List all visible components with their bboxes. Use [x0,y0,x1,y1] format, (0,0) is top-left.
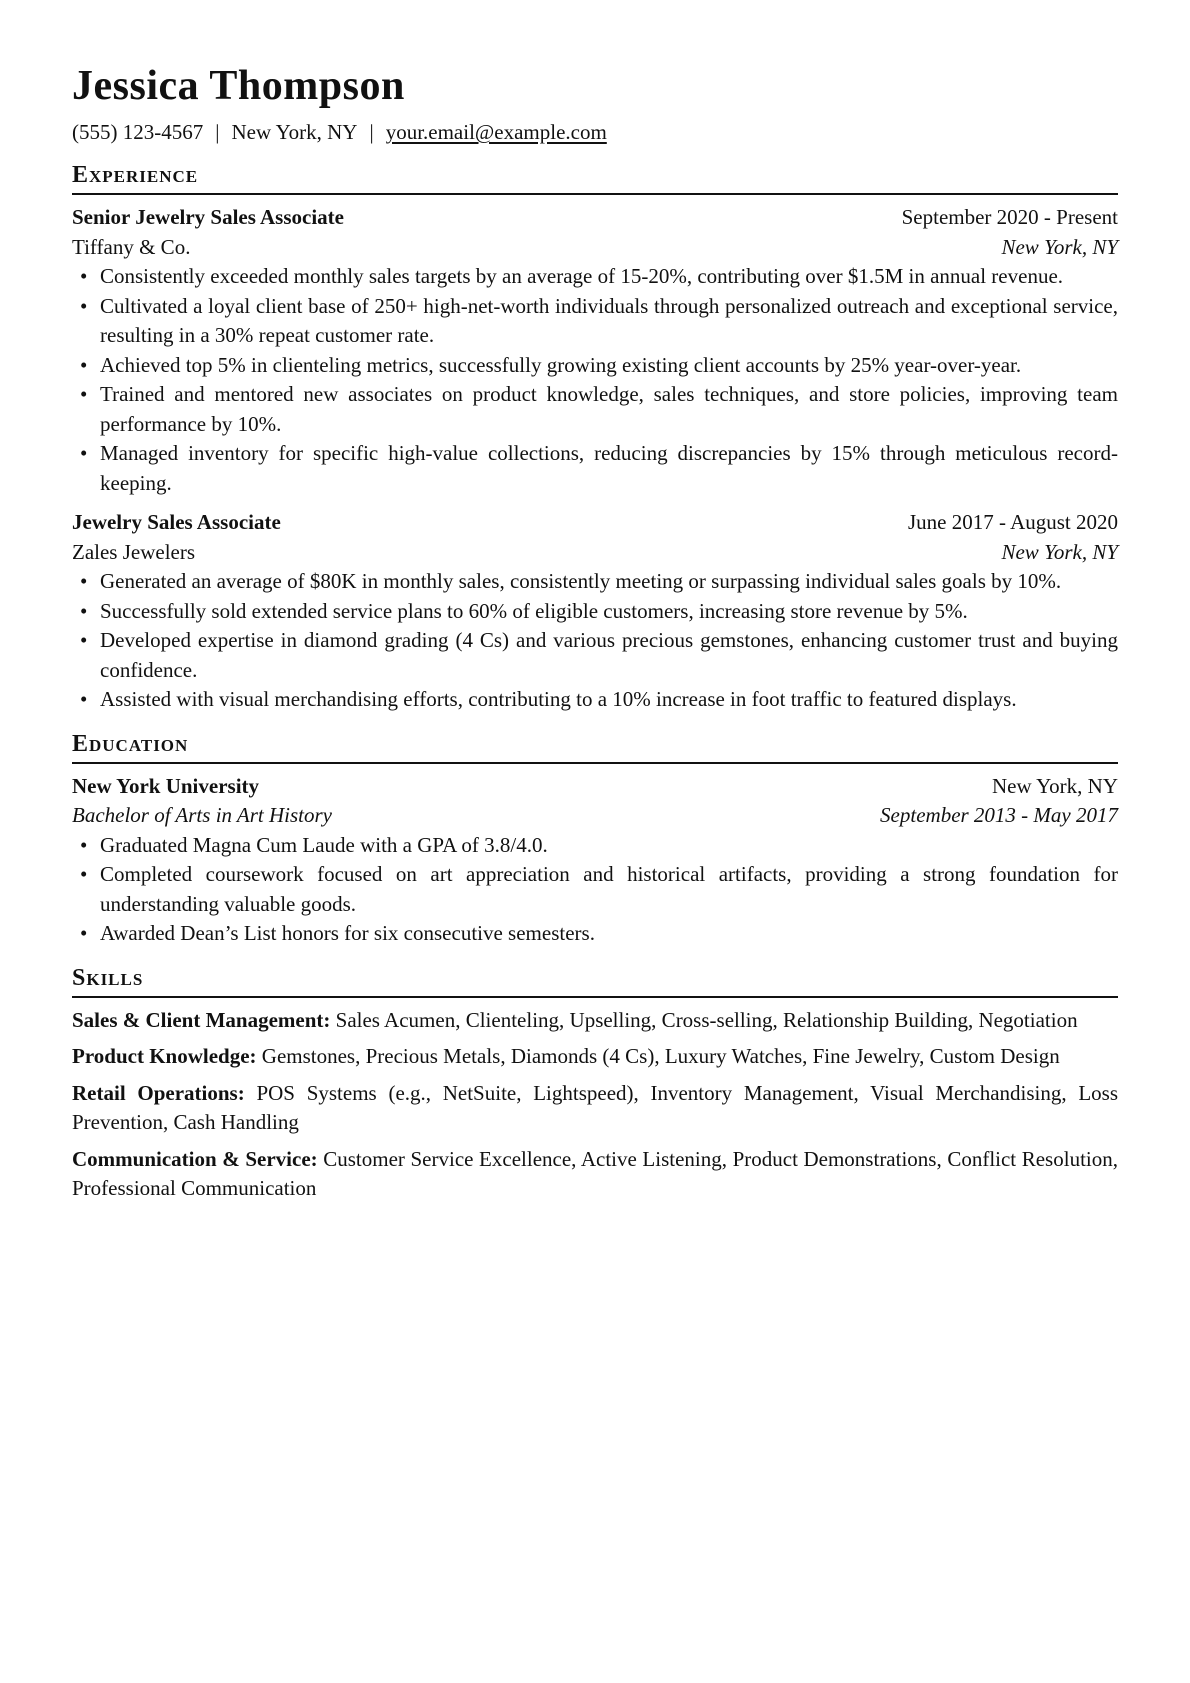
list-item: • Managed inventory for specific high-value collections, reducing discrepancies by 15% through meticulous record-keeping. [80,441,1118,495]
school-name: New York University [72,773,260,798]
job-bullets [72,567,1118,715]
company-name: Zales Jewelers [72,539,196,564]
location: New York, NY [231,120,358,144]
bullet-icon: • [80,628,88,652]
bullet-icon: • [80,264,88,288]
school-location: New York, NY [991,773,1118,798]
skill-category: Sales & Client Management: [72,1007,331,1032]
list-item: • Assisted with visual merchandising efforts, contributing to a 10% increase in foot traffic to featured displays. [72,685,1118,715]
bullet-icon: • [80,687,88,711]
list-item: • Awarded Dean’s List honors for six consecutive semesters. [72,919,1118,949]
job-title: Jewelry Sales Associate [72,510,281,534]
education-dates: September 2013 - May 2017 [880,803,1118,827]
bullet-icon: • [80,293,88,318]
skill-row [72,1079,1118,1138]
job-entry [72,203,1118,498]
bullet-icon: • [80,832,88,857]
bullet-icon: • [80,862,88,886]
list-item: • Graduated Magna Cum Laude with a GPA of 3.8/4.0. [72,831,1118,861]
list-item: • Successfully sold extended service plans to 60% of eligible customers, increasing store revenue by 5%. [72,597,1118,627]
skill-row [72,1042,1118,1072]
skill-category: Product Knowledge: [72,1044,257,1068]
education-bullets [72,831,1118,949]
section-title-experience: Experience [72,160,1118,195]
list-item: • Trained and mentored new associates on product knowledge, sales techniques, and store policies, improving team performance by 10%. [80,382,1118,436]
experience-section [72,160,1118,715]
bullet-icon: • [80,441,88,465]
separator: | [215,120,220,144]
bullet-icon: • [80,598,88,623]
job-title: Senior Jewelry Sales Associate [72,205,344,229]
list-item: • Generated an average of $80K in monthly sales, consistently meeting or surpassing individual sales goals by 10%. [72,567,1118,597]
bullet-icon: • [80,352,88,377]
list-item: • Developed expertise in diamond grading (4 Cs) and various precious gemstones, enhancing customer trust and buying confidence. [80,628,1118,682]
job-dates: September 2020 - Present [901,205,1118,229]
job-bullets [72,262,1118,498]
bullet-icon: • [80,382,88,406]
education-section [72,729,1118,949]
bullet-icon: • [80,921,88,945]
list-item: • Cultivated a loyal client base of 250+ high-net-worth individuals through personalized outreach and exceptional service, resulting in a 30% repeat customer rate. [80,293,1118,347]
skill-list: POS Systems (e.g., NetSuite, Lightspeed), Inventory Management, Visual Merchandising, Loss Prevention, Cash Handling [72,1080,1119,1134]
candidate-name: Jessica Thompson [72,63,405,109]
section-title-education: Education [72,729,1118,764]
skill-list: Gemstones, Precious Metals, Diamonds (4 Cs), Luxury Watches, Fine Jewelry, Custom Design [261,1044,1060,1068]
section-title-skills: Skills [72,963,1118,998]
list-item: • Consistently exceeded monthly sales targets by an average of 15-20%, contributing over $1.5M in annual revenue. [72,262,1118,292]
resume-header [72,58,1118,146]
skill-category: Retail Operations: [72,1080,245,1105]
phone-number: (555) 123-4567 [72,120,204,144]
bullet-icon: • [80,569,88,593]
job-location: New York, NY [1001,539,1118,564]
job-entry [72,508,1118,715]
skill-row [72,1006,1118,1036]
degree: Bachelor of Arts in Art History [72,803,332,827]
resume-page [72,58,1118,1204]
job-dates: June 2017 - August 2020 [908,510,1118,534]
education-entry [72,772,1118,949]
job-location: New York, NY [1001,234,1118,259]
skill-row [72,1145,1118,1204]
skill-list: Customer Service Excellence, Active Listening, Product Demonstrations, Conflict Resolution, Professional Communication [72,1146,1118,1200]
skill-category: Communication & Service: [72,1146,318,1171]
contact-line [72,118,1118,146]
list-item: • Completed coursework focused on art appreciation and historical artifacts, providing a strong foundation for understanding valuable goods. [80,862,1118,916]
skill-list: Sales Acumen, Clienteling, Upselling, Cross-selling, Relationship Building, Negotiation [335,1007,1078,1032]
email-link[interactable]: your.email@example.com [385,120,607,144]
separator: | [369,120,374,144]
list-item: • Achieved top 5% in clienteling metrics, successfully growing existing client accounts by 25% year-over-year. [72,351,1118,381]
skills-section [72,963,1118,1204]
company-name: Tiffany & Co. [72,234,191,259]
